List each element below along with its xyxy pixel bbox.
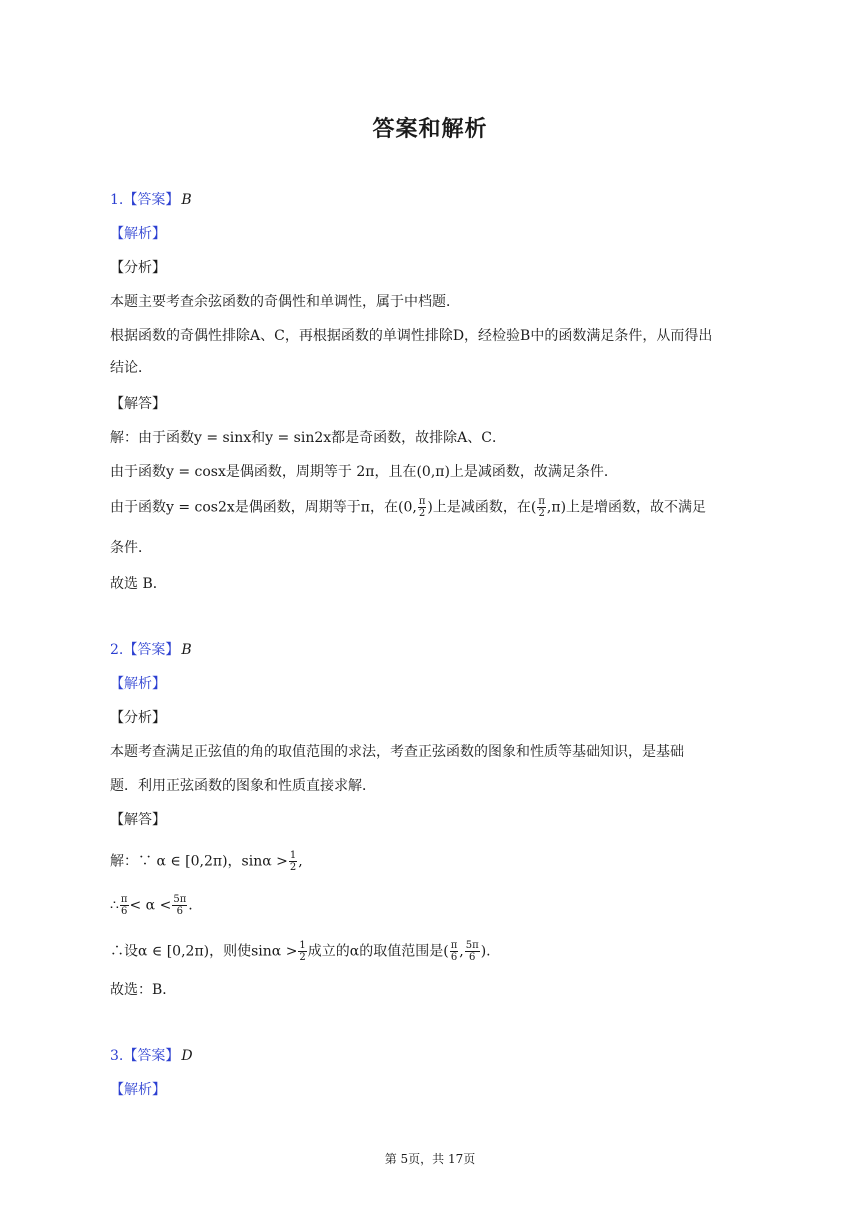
answer-value: B [181,642,192,658]
answer-value: D [181,1048,193,1064]
text-segment: ∴ [110,897,119,914]
solution-text [110,850,303,873]
fraction-pi-over-2 [537,496,546,519]
text-segment: )上是减函数，在( [427,499,537,516]
text-segment: 解：∵ α ∈ [0,2π)，sinα > [110,853,288,870]
numerator: 5π [173,894,187,905]
text-segment: ). [480,943,491,960]
numerator: π [450,940,458,951]
answer-tag: 【答案】 [123,1048,180,1064]
solution-text [110,894,193,917]
answer-heading-1 [110,190,192,210]
text-segment: . [188,897,193,914]
page-title: 答案和解析 [372,117,488,142]
question-number: 3. [110,1048,124,1064]
fraction-5pi-over-6 [172,894,187,917]
answer-tag: 【答案】 [123,642,180,658]
jiexi-label: 【解析】 [110,676,166,692]
fraction-pi-over-6 [450,940,459,963]
solution-text [110,496,706,519]
text-segment: 成立的α的取值范围是( [307,943,449,960]
text-segment: , [298,853,303,870]
page-footer: 第 5页，共 17页 [384,1152,476,1166]
text-segment: 由于函数y = cos2x是偶函数，周期等于π，在(0, [110,499,417,516]
text-segment: , [459,943,464,960]
analysis-text: 本题考查满足正弦值的角的取值范围的求法，考查正弦函数的图象和性质等基础知识，是基础 [110,744,684,760]
denominator: 6 [176,906,183,917]
solution-text [110,940,491,963]
denominator: 6 [450,952,458,963]
solution-text: 条件． [110,540,152,556]
choice-text: 故选 B． [110,576,167,592]
question-number: 1. [110,192,124,208]
text-segment: ∴设α ∈ [0,2π)，则使sinα > [110,943,298,960]
fraction-pi-over-2 [418,496,427,519]
text-segment: ,π)上是增函数，故不满足 [546,499,707,516]
denominator: 2 [418,508,426,519]
analysis-text: 根据函数的奇偶性排除A、C，再根据函数的单调性排除D，经检验B中的函数满足条件，从而得出 [110,328,713,344]
jieda-label: 【解答】 [110,396,166,412]
denominator: 2 [289,862,297,873]
jiexi-label: 【解析】 [110,226,166,242]
answer-heading-2 [110,640,192,660]
analysis-text: 结论． [110,360,152,376]
answer-value: B [181,192,192,208]
jieda-label: 【解答】 [110,812,166,828]
denominator: 2 [299,952,306,963]
numerator: π [120,894,128,905]
numerator: 1 [299,940,306,951]
fraction-1-over-2 [289,850,297,873]
analysis-text: 题．利用正弦函数的图象和性质直接求解． [110,778,376,794]
text-segment: < α < [129,897,172,914]
denominator: 6 [469,952,476,963]
denominator: 2 [538,508,545,519]
solution-text: 解：由于函数y = sinx和y = sin2x都是奇函数，故排除A、C． [110,430,506,446]
fraction-1-over-2 [298,940,306,963]
denominator: 6 [121,906,128,917]
numerator: π [538,496,545,507]
solution-text: 由于函数y = cosx是偶函数，周期等于 2π，且在(0,π)上是减函数，故满足条件． [110,464,618,480]
question-number: 2. [110,642,124,658]
numerator: π [418,496,426,507]
numerator: 5π [465,940,479,951]
fenxi-label: 【分析】 [110,260,166,276]
answer-heading-3 [110,1046,193,1066]
jiexi-label: 【解析】 [110,1082,166,1098]
fraction-5pi-over-6 [465,940,480,963]
fraction-pi-over-6 [120,894,129,917]
fenxi-label: 【分析】 [110,710,166,726]
analysis-text: 本题主要考查余弦函数的奇偶性和单调性，属于中档题． [110,294,460,310]
numerator: 1 [289,850,297,861]
choice-text: 故选：B． [110,982,177,998]
answer-tag: 【答案】 [123,192,180,208]
